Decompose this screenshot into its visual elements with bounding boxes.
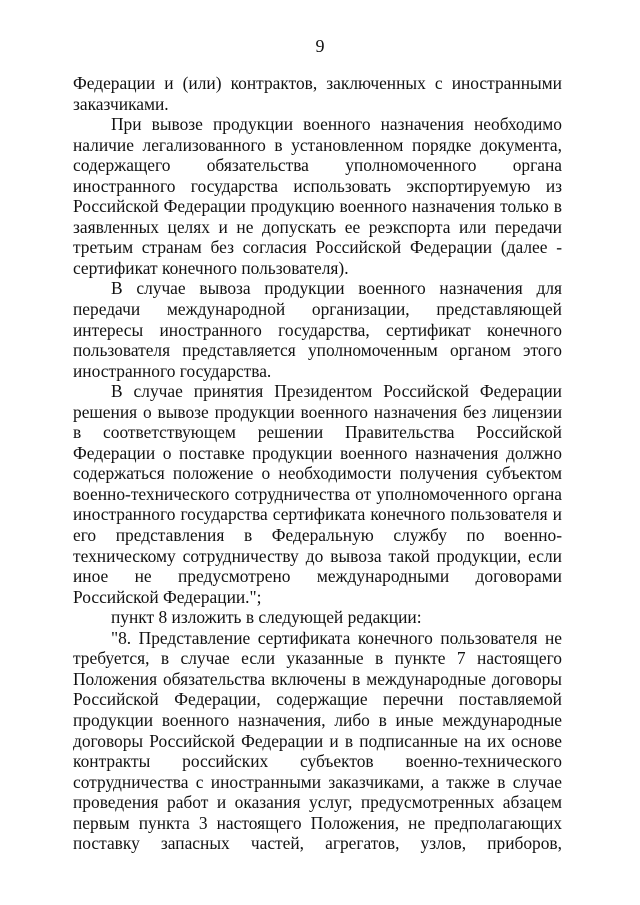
paragraph-continuation: Федерации и (или) контрактов, заключенных с иностранными заказчиками. [73, 73, 562, 114]
page-number: 9 [315, 36, 325, 56]
paragraph-point-8-intro: пункт 8 изложить в следующей редакции: [111, 607, 422, 628]
paragraph-export-certificate: При вывозе продукции военного назначения необходимо наличие легализованного в установленном порядке документа, содержащего обязательства уполномоченного органа иностранного государства использовать экспортируемую из Российской Федерации продукцию военного назначения только в заявленных целях и не допускать ее реэкспорта или передачи третьим странам без согласия Российской Федерации (далее - сертификат конечного пользователя). [73, 114, 562, 278]
paragraph-point-8-text: "8. Представление сертификата конечного пользователя не требуется, в случае если указанные в пункте 7 настоящего Положения обязательства включены в международные договоры Российской Федерации, содержащие перечни поставляемой продукции военного назначения, либо в иные международные договоры Российской Федерации и в подписанные на их основе контракты российских субъектов военно-технического сотрудничества с иностранными заказчиками, а также в случае проведения работ и оказания услуг, предусмотренных абзацем первым пункта 3 настоящего Положения, не предполагающих поставку запасных частей, агрегатов, узлов, приборов, [73, 627, 562, 854]
document-body [73, 73, 562, 854]
paragraph-international-organization: В случае вывоза продукции военного назначения для передачи международной организации, представляющей интересы иностранного государства, сертификат конечного пользователя представляется уполномоченным органом этого иностранного государства. [73, 278, 562, 381]
paragraph-president-decision: В случае принятия Президентом Российской Федерации решения о вывозе продукции военного назначения без лицензии в соответствующем решении Правительства Российской Федерации о поставке продукции военного назначения должно содержаться положение о необходимости получения субъектом военно-технического сотрудничества от уполномоченного органа иностранного государства сертификата конечного пользователя и его представления в Федеральную службу по военно-техническому сотрудничеству до вывоза такой продукции, если иное не предусмотрено международными договорами Российской Федерации."; [73, 381, 562, 607]
